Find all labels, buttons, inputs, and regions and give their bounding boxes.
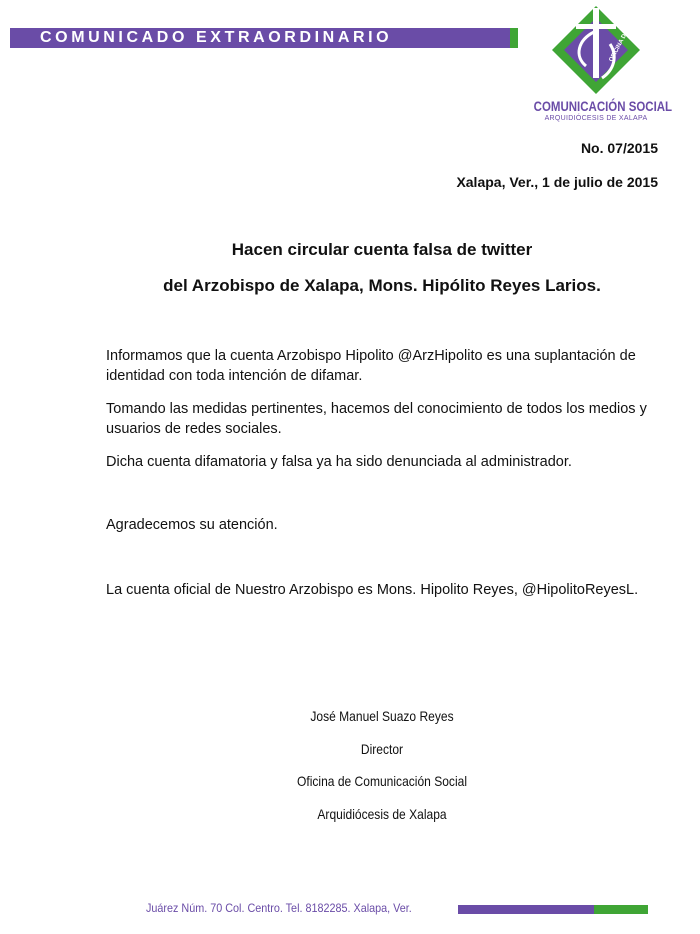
- signature-position: Director: [360, 741, 404, 757]
- header-bar-accent: [510, 28, 518, 48]
- logo-cross-horizontal: [576, 24, 616, 29]
- headline-line-2: del Arzobispo de Xalapa, Mons. Hipólito Reyes Larios.: [163, 276, 601, 295]
- logo-organization: COMUNICACIÓN SOCIAL: [533, 98, 673, 114]
- footer-bar-accent: [594, 905, 648, 914]
- body-paragraph: Dicha cuenta difamatoria y falsa ya ha sido denunciada al administrador.: [106, 454, 572, 470]
- footer-address: Juárez Núm. 70 Col. Centro. Tel. 8182285. Xalapa, Ver.: [146, 901, 412, 915]
- body-paragraph: Informamos que la cuenta Arzobispo Hipolito @ArzHipolito es una suplantación de identidad con toda intención de difamar.: [106, 348, 636, 384]
- comunicacion-social-logo: [548, 4, 644, 96]
- body-paragraph: Agradecemos su atención.: [106, 517, 278, 533]
- logo-ring-text: OFICINA DE: [608, 29, 630, 63]
- headline-line-1: Hacen circular cuenta falsa de twitter: [231, 240, 533, 259]
- logo-subtitle: ARQUIDIÓCESIS DE XALAPA: [544, 115, 648, 122]
- signature-institution: Arquidiócesis de Xalapa: [317, 806, 447, 822]
- header-title: COMUNICADO EXTRAORDINARIO: [40, 29, 393, 46]
- logo-cross-vertical: [593, 8, 599, 78]
- body-paragraph: La cuenta oficial de Nuestro Arzobispo es Mons. Hipolito Reyes, @HipolitoReyesL.: [106, 582, 639, 598]
- document-number: No. 07/2015: [580, 140, 658, 156]
- body-paragraph: Tomando las medidas pertinentes, hacemos del conocimiento de todos los medios y usuarios de redes sociales.: [106, 401, 647, 437]
- document-date: Xalapa, Ver., 1 de julio de 2015: [456, 174, 658, 190]
- signature-name: José Manuel Suazo Reyes: [310, 708, 454, 724]
- signature-office: Oficina de Comunicación Social: [297, 773, 467, 789]
- footer-bar: [458, 905, 594, 914]
